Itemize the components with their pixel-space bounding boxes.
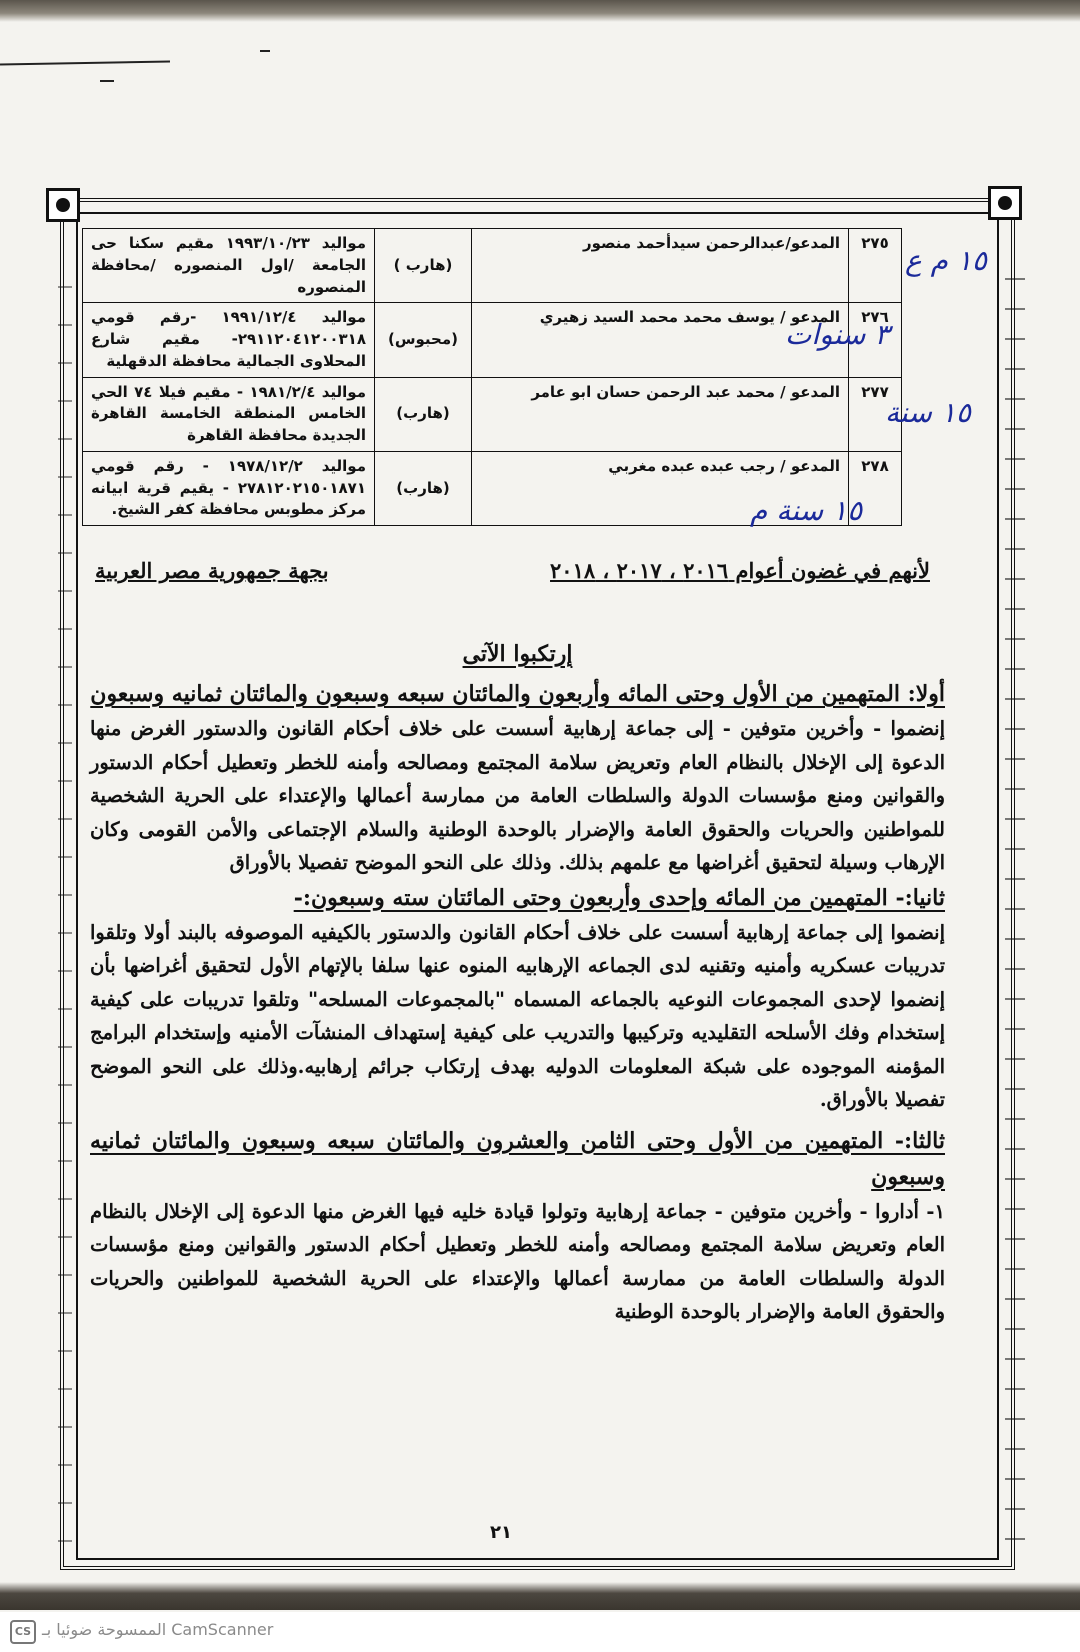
defendant-name: المدعو / محمد عبد الرحمن حسان ابو عامر xyxy=(472,377,849,451)
scanner-watermark xyxy=(0,1612,1080,1652)
charge-1-text: إنضموا - وأخرين متوفين - إلى جماعة إرهابية أسست على خلاف أحكام القانون والدستور الغرض منها الدعوة إلى الإخلال بالنظام العام وتعريض سلامة المجتمع ومصالحه وأمنه للخطر وتعطيل أحكام الدستور والقوانين ومنع مؤسسات الدولة والسلطات العامة من ممارسة أعمالها والإعتداء على الحرية الشخصية للمواطنين والحريات والحقوق العامة والإضرار بالوحدة الوطنية والسلام الإجتماعى والأمن القومى وكان الإرهاب وسيلة لتحقيق أغراضها مع علمهم بذلك. وذلك على النحو الموضح تفصيلا بالأوراق xyxy=(90,717,945,874)
pen-stroke xyxy=(0,61,170,66)
defendants-table xyxy=(82,228,902,526)
table-row xyxy=(83,229,902,303)
defendant-status: (هارب) xyxy=(375,451,472,525)
charge-2-heading: ثانيا:- المتهمين من المائه وإحدى وأربعون وحتى المائتان سته وسبعون:- xyxy=(293,884,945,911)
scanner-text: الممسوحة ضوئيا بـ CamScanner xyxy=(42,1620,274,1639)
defendant-status: (محبوس) xyxy=(375,303,472,377)
defendant-name: المدعو / يوسف محمد محمد السيد زهيري xyxy=(472,303,849,377)
charge-3-text: ١- أداروا - وأخرين متوفين - جماعة إرهابية وتولوا قيادة خليه فيها الغرض منها الدعوة إلى الإخلال بالنظام العام وتعريض سلامة المجتمع ومصالحه وأمنه للخطر وتعطيل أحكام الدستور والقوانين ومنع مؤسسات الدولة والسلطات العامة من ممارسة أعمالها والإعتداء على الحرية الشخصية للمواطنين والحريات والحقوق العامة والإضرار بالوحدة الوطنية xyxy=(90,1199,945,1323)
pen-stroke xyxy=(100,80,114,82)
defendant-name: المدعو / رجب عبده عبده مغربي xyxy=(472,451,849,525)
committed-title: إرتكبوا الآتى xyxy=(462,641,573,667)
defendant-details: مواليد ١٩٨١/٢/٤ - مقيم فيلا ٧٤ الحي الخامس المنطقة الخامسة القاهرة الجديدة محافظة القاهرة xyxy=(83,377,375,451)
place-text: بجهة جمهورية مصر العربية xyxy=(95,558,329,583)
table-row xyxy=(83,377,902,451)
defendant-number: ٢٧٦ xyxy=(849,303,902,377)
date-place-line xyxy=(90,558,930,592)
defendant-details: مواليد ١٩٧٨/١٢/٢ - رقم قومي ٢٧٨١٢٠٢١٥٠١٨٧١ - يقيم قرية ابيانه مركز مطوبس محافظة كفر الشيخ. xyxy=(83,451,375,525)
defendant-name: المدعو/عبدالرحمن سيدأحمد منصور xyxy=(472,229,849,303)
handwritten-note: ١٥ سنة م xyxy=(750,494,863,527)
corner-ornament-top-right xyxy=(988,186,1022,220)
scan-bottom-edge xyxy=(0,1582,1080,1610)
defendant-status: (هارب) xyxy=(375,377,472,451)
table-row xyxy=(83,303,902,377)
pen-stroke xyxy=(260,50,270,52)
charge-2-text: إنضموا إلى جماعة إرهابية أسست على خلاف أحكام القانون والدستور بالكيفيه الموصوفه بالبند أولا وتلقوا تدريبات عسكريه وأمنيه وتقنيه لدى الجماعه الإرهابيه المنوه عنها سلفا بالإتهام الأول لتحقيق أغراضها بأن إنضموا لإحدى المجموعات النوعيه بالجماعه المسماه "بالمجموعات المسلحه" وتلقوا تدريبات على كيفية إستخدام وفك الأسلحه التقليديه وتركيبها والتدريب على كيفية إستهداف المنشآت الأمنيه وإستخدام البرامج المؤمنه الموجوده على شبكة المعلومات الدوليه بهدف إرتكاب جرائم إرهابيه.وذلك على النحو الموضح تفصيلا بالأوراق. xyxy=(90,920,945,1111)
page-number: ٢١ xyxy=(490,1522,512,1543)
handwritten-note: ١٥ م ع xyxy=(905,244,987,277)
defendant-number: ٢٧٧ xyxy=(849,377,902,451)
scan-top-edge xyxy=(0,0,1080,22)
camscanner-logo-icon: CS xyxy=(10,1620,36,1644)
charge-1-heading: أولا: المتهمين من الأول وحتى المائه وأربعون والمائتان سبعه وسبعون والمائتان ثمانيه وسبعون xyxy=(90,681,945,707)
defendant-details: مواليد ١٩٩٣/١٠/٢٣ مقيم سكنا حى الجامعة /اول المنصوره /محافظة المنصوره xyxy=(83,229,375,303)
charge-3-heading: ثالثا:- المتهمين من الأول وحتى الثامن والعشرون والمائتان سبعه وسبعون والمائتان ثمانيه وسبعون xyxy=(90,1127,945,1190)
corner-ornament-top-left xyxy=(46,188,80,222)
date-text: لأنهم في غضون أعوام ٢٠١٦ ، ٢٠١٧ ، ٢٠١٨ xyxy=(550,558,930,583)
charges-body xyxy=(90,636,945,1329)
defendant-status: (هارب ) xyxy=(375,229,472,303)
defendant-details: مواليد ١٩٩١/١٢/٤ -رقم قومي ٢٩١١٢٠٤١٢٠٠٣١٨- مقيم شارع المحلاوى الجمالية محافظة الدقهلية xyxy=(83,303,375,377)
defendant-number: ٢٧٥ xyxy=(849,229,902,303)
defendant-number: ٢٧٨ xyxy=(849,451,902,525)
handwritten-note: ٣ سنوات xyxy=(785,318,890,351)
handwritten-note: ١٥ سنة xyxy=(885,396,971,429)
